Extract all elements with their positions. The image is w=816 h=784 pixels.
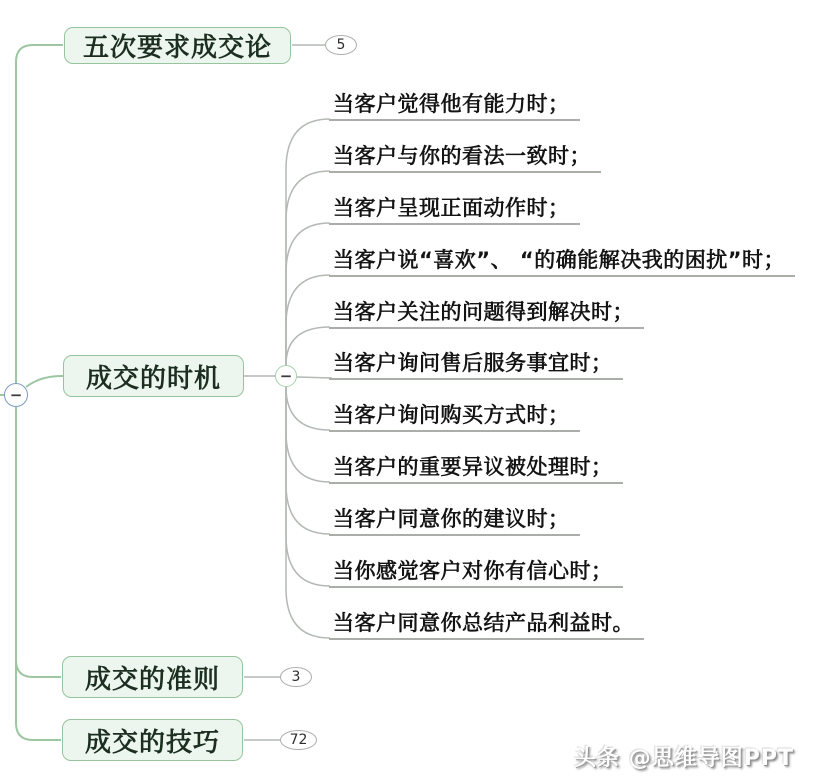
minus-icon: − — [279, 366, 293, 385]
minus-icon: − — [9, 385, 23, 404]
child-topic-5[interactable]: 当客户关注的问题得到解决时； — [329, 299, 644, 329]
topic-label: 成交的时机 — [85, 363, 221, 394]
child-line-7 — [286, 387, 330, 430]
child-topic-4[interactable]: 当客户说“喜欢”、 “的确能解决我的困扰”时； — [329, 247, 795, 277]
branch-line-skills — [16, 407, 61, 740]
child-topic-11[interactable]: 当客户同意你总结产品利益时。 — [329, 610, 644, 640]
child-line-8 — [286, 387, 330, 482]
topic-closing-skills[interactable] — [62, 719, 243, 761]
child-line-4 — [286, 275, 330, 365]
count-badge-skills[interactable] — [280, 730, 317, 750]
child-line-1 — [286, 119, 330, 365]
branch-line-rules — [16, 407, 61, 677]
child-topic-10[interactable]: 当你感觉客户对你有信心时； — [329, 558, 623, 588]
count-badge-rules[interactable] — [280, 667, 312, 687]
topic-label: 五次要求成交论 — [82, 33, 272, 63]
child-topic-1[interactable]: 当客户觉得他有能力时； — [329, 91, 580, 121]
count-badge-five-requests[interactable] — [325, 35, 357, 55]
topic-closing-timing[interactable] — [63, 355, 244, 397]
child-topic-3[interactable]: 当客户呈现正面动作时； — [329, 195, 580, 225]
child-line-2 — [286, 171, 330, 365]
branch-line-timing — [26, 376, 63, 387]
topic-five-requests[interactable] — [64, 27, 291, 64]
child-line-3 — [286, 223, 330, 365]
timing-collapse-button[interactable] — [275, 365, 297, 387]
child-line-10 — [286, 387, 330, 586]
child-line-5 — [286, 327, 330, 365]
topic-label: 成交的准则 — [84, 664, 220, 695]
child-topic-7[interactable]: 当客户询问购买方式时； — [329, 402, 580, 432]
topic-closing-rules[interactable] — [62, 656, 243, 698]
branch-line-top — [16, 45, 63, 383]
badge-number: 5 — [336, 37, 346, 53]
root-collapse-button[interactable] — [4, 383, 28, 407]
child-line-6 — [297, 377, 332, 378]
child-line-11 — [286, 387, 330, 638]
child-line-9 — [286, 387, 330, 534]
child-topic-9[interactable]: 当客户同意你的建议时； — [329, 506, 580, 536]
badge-number: 3 — [291, 669, 301, 685]
badge-number: 72 — [289, 732, 308, 748]
child-topic-2[interactable]: 当客户与你的看法一致时； — [329, 143, 601, 173]
watermark: 头条 @思维导图PPT — [574, 746, 794, 771]
child-topic-6[interactable]: 当客户询问售后服务事宜时； — [329, 350, 623, 380]
child-topic-8[interactable]: 当客户的重要异议被处理时； — [329, 454, 623, 484]
topic-label: 成交的技巧 — [84, 727, 220, 758]
